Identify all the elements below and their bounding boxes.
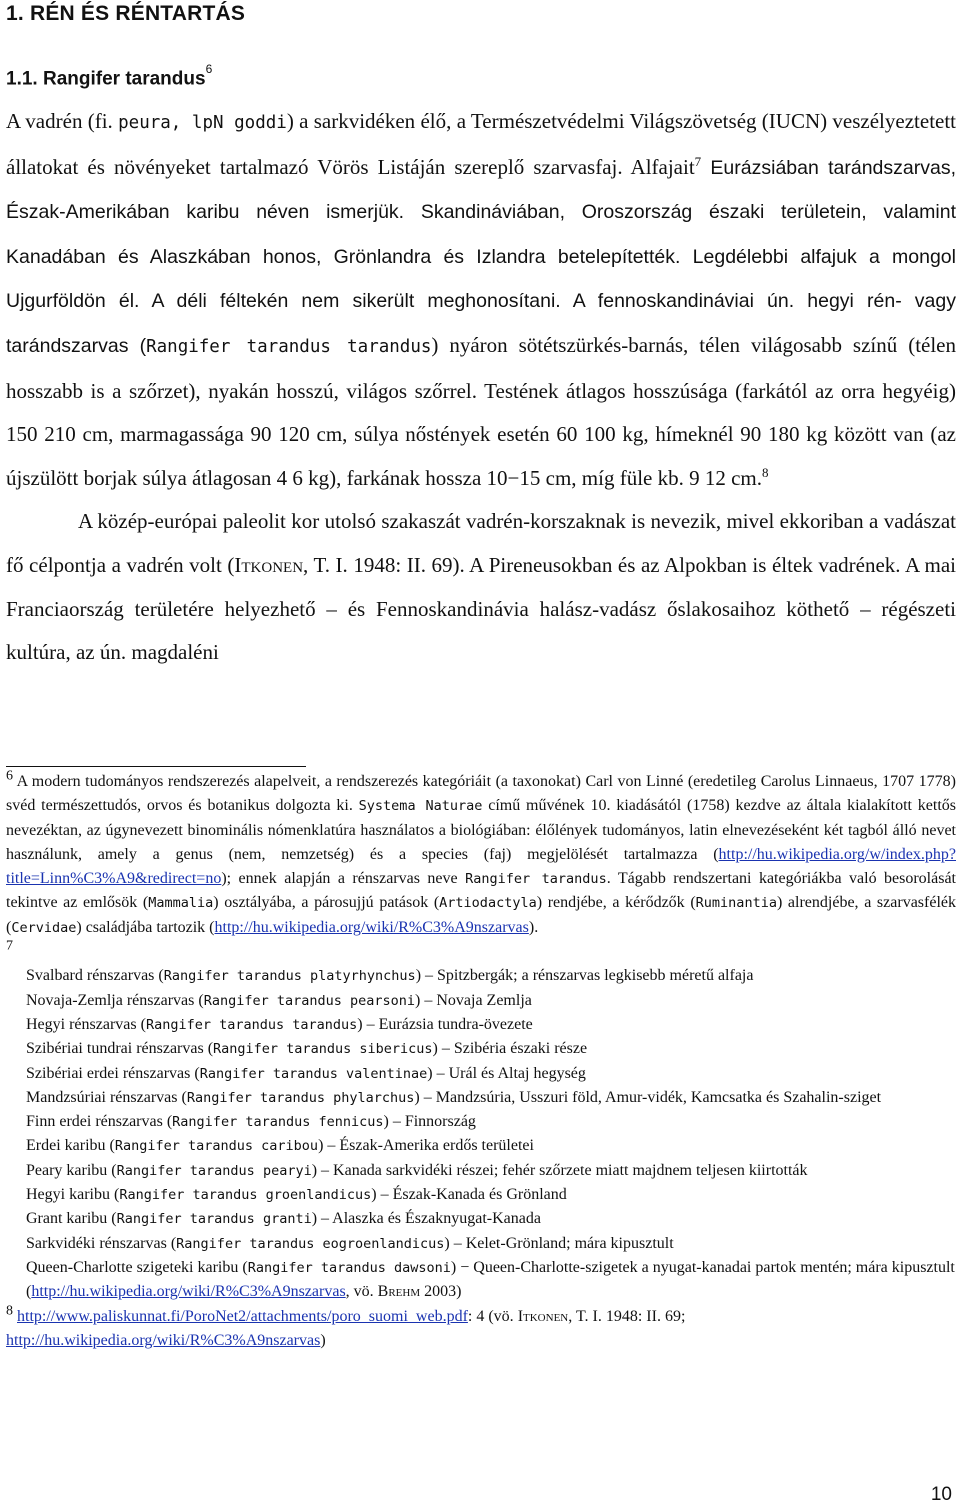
latin-name: Rangifer tarandus pearsoni xyxy=(203,992,416,1009)
footnote-7-source: (http://hu.wikipedia.org/wiki/R%C3%A9nszarvas, vö. Brehm 2003) xyxy=(26,1283,462,1301)
subspecies-item: Queen-Charlotte szigeteki karibu (Rangifer tarandus dawsoni) − Queen-Charlotte-szigetek a nyugat-kanadai partok mentén; mára kipusztult xyxy=(26,1258,955,1276)
subspecies-item: Svalbard rénszarvas (Rangifer tarandus platyrhynchus) – Spitzbergák; a rénszarvas legkisebb méretű alfaja xyxy=(26,967,754,985)
wiki-link-footnote8[interactable]: http://hu.wikipedia.org/wiki/R%C3%A9nszarvas xyxy=(6,1331,321,1349)
subspecies-item: Szibériai erdei rénszarvas (Rangifer tarandus valentinae) – Urál és Altaj hegység xyxy=(26,1064,586,1082)
latin-name: Rangifer tarandus valentinae xyxy=(199,1065,428,1082)
footnote-7: 7 Svalbard rénszarvas (Rangifer tarandus platyrhynchus) – Spitzbergák; a rénszarvas legkisebb méretű alfaja Novaja-Zemlja rénszarvas (Rangifer tarandus pearsoni) – Novaja Zemlja Hegyi rénszarvas (Rangifer tarandus tarandus) – Eurázsia tundra-övezete Szibériai tundrai rénszarvas (Rangifer tarandus sibericus) – Szibéria északi része Szibériai erdei rénszarvas (Rangifer tarandus valentinae) – Urál és Altaj hegység Mandzsúriai rénszarvas (Rangifer tarandus phylarchus) – Mandzsúria, Usszuri föld, Amur-vidék, Kamcsatka és Szahalin-sziget Finn erdei rénszarvas (Rangifer tarandus fennicus) – Finnország Erdei karibu (Rangifer tarandus caribou) – Észak-Amerika erdős területei Peary karibu (Rangifer tarandus pearyi) – Kanada sarkvidéki részei; fehér szőrzete miatt majdnem teljesen kiirtották Hegyi karibu (Rangifer tarandus groenlandicus) – Észak-Kanada és Grönland Grant karibu (Rangifer tarandus granti) – Alaszka és Északnyugat-Kanada Sarkvidéki rénszarvas (Rangifer tarandus eogroenlandicus) – Kelet-Grönland; mára kipusztult Queen-Charlotte szigeteki karibu (Rangifer tarandus dawsoni) − Queen-Charlotte-szigetek a nyugat-kanadai partok mentén; mára kipusztult (http://hu.wikipedia.org/wiki/R%C3%A9nszarvas, vö. Brehm 2003) xyxy=(6,940,956,1304)
page-number: 10 xyxy=(930,1484,952,1505)
body-text xyxy=(6,100,956,675)
subspecies-item: Hegyi karibu (Rangifer tarandus groenlandicus) – Észak-Kanada és Grönland xyxy=(26,1186,567,1204)
chapter-heading: 1. RÉN ÉS RÉNTARTÁS xyxy=(6,2,246,25)
section-heading-text: 1.1. Rangifer tarandus xyxy=(6,68,206,90)
paragraph-2: A közép-európai paleolit kor utolsó szakaszát vadrén-korszaknak is nevezik, mivel ekkoriban a vadászat fő célpontja a vadrén volt (Itkonen, T. I. 1948: II. 69). A Pireneusokban és az Alpokban is éltek vadrének. A mai Franciaország területére helyezhető – és Fennoskandinávia halász-vadász őslakosaihoz köthető – régészeti kultúra, az ún. magdaléni xyxy=(6,509,956,665)
latin-name: Rangifer tarandus tarandus xyxy=(145,1016,358,1033)
latin-name: Rangifer tarandus dawsoni xyxy=(247,1259,451,1276)
paragraph-1: A vadrén (fi. peura, lpN goddi) a sarkvidéken élő, a Természetvédelmi Világszövetség (IUCN) veszélyeztetett állatokat és növényeket tartalmazó Vörös Listáján szereplő szarvasfaj. Alfajait$^7$ Eurázsiában tarándszarvas, Észak-Amerikában karibu néven ismerjük. Skandináviában, Oroszország északi területein, valamint Kanadában és Alaszkában honos, Grönlandra és Izlandra betelepítették. Legdélebbi alfajuk a mongol Ujgurföldön él. A déli féltekén nem sikerült meghonosítani. A fennoskandináviai ún. hegyi rén- vagy tarándszarvas (Rangifer tarandus tarandus) nyáron sötétszürkés-barnás, télen világosabb színű (télen hosszabb is a szőrzet), nyakán hosszú, világos szőrrel. Testének átlagos hosszúsága (farkától az orra hegyéig) 150 210 cm, marmagassága 90 120 cm, súlya nőstények esetén 60 100 kg, hímeknél 90 180 kg között van (az újszülött borjak súlya átlagosan 4 6 kg), farkának hossza 10−15 cm, míg füle kb. 9 12 cm.$^8$ xyxy=(6,109,957,490)
latin-name: Rangifer tarandus eogroenlandicus xyxy=(176,1235,445,1252)
latin-name: Rangifer tarandus pearyi xyxy=(116,1162,312,1179)
footnote-6: 6 A modern tudományos rendszerezés alapelveit, a rendszerezés kategóriáit (a taxonokat) Carl von Linné (eredetileg Carolus Linnaeus, 1707 1778) svéd természettudós, orvos és botanikus dolgozta ki. Systema Naturae című művének 10. kiadásától (1758) kezdve az általa kialakított kettős nevezéktan, az úgynevezett binominális nómenklatúra használatos a biológiában: élőlények tudományos, latin elnevezéseként két tagból álló nevet használunk, amely a genus (nem, nemzetség) és a species (faj) megjelölését tartalmazza (http://hu.wikipedia.org/w/index.php?title=Linn%C3%A9&redirect=no); ennek alapján a rénszarvas neve Rangifer tarandus. Tágabb rendszertani kategóriákba való besorolását tekintve az emlősök (Mammalia) osztályába, a párosujjú patások (Artiodactyla) rendjébe, a kérődzők (Ruminantia) alrendjébe, a szarvasfélék (Cervidae) családjába tartozik (http://hu.wikipedia.org/wiki/R%C3%A9nszarvas). xyxy=(6,768,957,936)
footnotes xyxy=(6,770,956,1353)
wiki-link-linne[interactable]: http://hu.wikipedia.org/w/index.php?title=Linn%C3%A9&redirect=no xyxy=(6,845,956,888)
section-heading xyxy=(6,62,213,90)
footnote-ref-6[interactable]: 6 xyxy=(205,62,213,76)
subspecies-item: Szibériai tundrai rénszarvas (Rangifer tarandus sibericus) – Szibéria északi része xyxy=(26,1040,588,1058)
subspecies-item: Erdei karibu (Rangifer tarandus caribou) – Észak-Amerika erdős területei xyxy=(26,1137,534,1155)
latin-name: Rangifer tarandus caribou xyxy=(114,1138,319,1155)
subspecies-item: Hegyi rénszarvas (Rangifer tarandus tarandus) – Eurázsia tundra-övezete xyxy=(26,1015,533,1033)
latin-name: Rangifer tarandus sibericus xyxy=(213,1041,433,1058)
paliskunnat-link[interactable]: http://www.paliskunnat.fi/PoroNet2/attachments/poro_suomi_web.pdf xyxy=(17,1307,468,1325)
subspecies-item: Finn erdei rénszarvas (Rangifer tarandus fennicus) – Finnország xyxy=(26,1113,476,1131)
subspecies-item: Mandzsúriai rénszarvas (Rangifer tarandus phylarchus) – Mandzsúria, Usszuri föld, Amur-vidék, Kamcsatka és Szahalin-sziget xyxy=(26,1088,882,1106)
wiki-link-source[interactable]: http://hu.wikipedia.org/wiki/R%C3%A9nszarvas xyxy=(31,1283,346,1301)
latin-name: Rangifer tarandus granti xyxy=(116,1211,312,1228)
sami-term: peura, lpN goddi xyxy=(118,113,287,133)
latin-name: Rangifer tarandus phylarchus xyxy=(186,1089,415,1106)
latin-name: Rangifer tarandus groenlandicus xyxy=(119,1187,372,1204)
latin-name: Rangifer tarandus platyrhynchus xyxy=(163,968,416,985)
wiki-link-renszarvas[interactable]: http://hu.wikipedia.org/wiki/R%C3%A9nszarvas xyxy=(214,918,529,936)
latin-name: Rangifer tarandus tarandus xyxy=(146,336,432,357)
subspecies-list xyxy=(6,964,956,1280)
subspecies-item: Peary karibu (Rangifer tarandus pearyi) – Kanada sarkvidéki részei; fehér szőrzete miatt majdnem teljesen kiirtották xyxy=(26,1161,808,1179)
footnote-8: 8 http://www.paliskunnat.fi/PoroNet2/attachments/poro_suomi_web.pdf: 4 (vö. Itkonen, T. I. 1948: II. 69; http://hu.wikipedia.org/wiki/R%C3%A9nszarvas) xyxy=(6,1303,686,1349)
footnote-ref-7[interactable]: 7 xyxy=(694,153,702,169)
subspecies-item: Grant karibu (Rangifer tarandus granti) – Alaszka és Északnyugat-Kanada xyxy=(26,1210,541,1228)
footnote-ref-8[interactable]: 8 xyxy=(762,464,769,480)
subspecies-item: Novaja-Zemlja rénszarvas (Rangifer tarandus pearsoni) – Novaja Zemlja xyxy=(26,991,532,1009)
author-name: Itkonen xyxy=(234,552,304,577)
latin-name: Rangifer tarandus fennicus xyxy=(172,1114,384,1131)
footnote-separator xyxy=(6,766,306,767)
subspecies-item: Sarkvidéki rénszarvas (Rangifer tarandus eogroenlandicus) – Kelet-Grönland; mára kipusztult xyxy=(26,1234,674,1252)
